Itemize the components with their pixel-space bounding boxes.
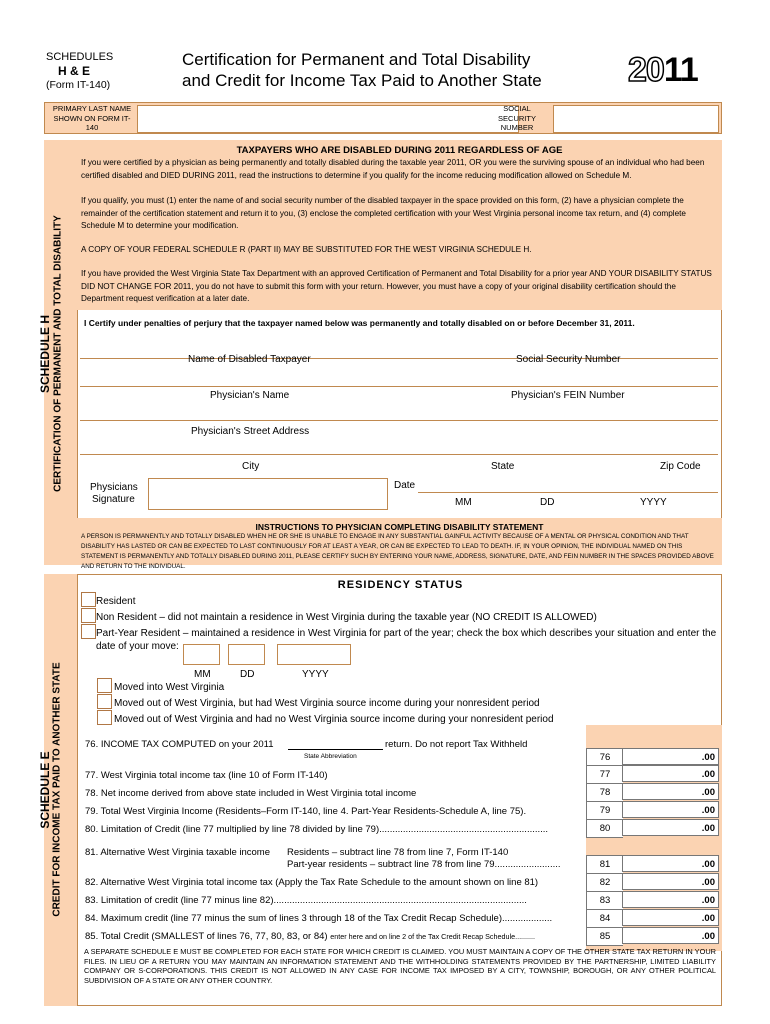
schedule-h-para-3: A COPY OF YOUR FEDERAL SCHEDULE R (PART II) MAY BE SUBSTITUTED FOR THE WEST VIRGINIA SCHEDULE H. (81, 245, 532, 254)
physician-name-input[interactable] (80, 368, 718, 387)
form-reference: (Form IT-140) (46, 79, 111, 91)
line-83-text: 83. Limitation of credit (line 77 minus line 82)................................................................................................ (85, 895, 527, 906)
line-78-amount[interactable]: .00 (622, 783, 719, 800)
move-date-mm-input[interactable] (183, 644, 220, 665)
moved-out-income-checkbox[interactable] (97, 694, 112, 709)
physician-street-label: Physician's Street Address (191, 426, 310, 437)
line-77-number: 77 (586, 765, 623, 784)
ssn-input[interactable] (553, 105, 719, 133)
schedule-h-side-subtitle: CERTIFICATION OF PERMANENT AND TOTAL DISABILITY (52, 215, 64, 492)
line-79-text: 79. Total West Virginia Income (Residents–Form IT-140, line 4. Part-Year Residents-Schedule A, line 75). (85, 806, 527, 817)
line-79-number: 79 (586, 801, 623, 820)
line-81-amount[interactable]: .00 (622, 855, 719, 872)
signature-label-1: Physicians (90, 482, 138, 493)
line-85-text-b: enter here and on line 2 of the Tax Credit Recap Schedule.......... (330, 932, 536, 941)
tax-year-solid: 11 (663, 51, 698, 89)
line-82-text: 82. Alternative West Virginia total income tax (Apply the Tax Rate Schedule to the amount shown on line 81) (85, 877, 539, 888)
resident-checkbox[interactable] (81, 592, 96, 607)
schedule-h-para-4: If you have provided the West Virginia State Tax Department with an approved Certification of Permanent and Total Disability for a prior year AND YOUR DISABILITY STATUS DID NOT CHANGE FOR 2011, you do not have to submit this form with your return. However, you must have a copy of your original disability certification should the Department request verification at a later date. (81, 269, 712, 303)
moved-out-income-label: Moved out of West Virginia, but had West Virginia source income during your nonresident period (114, 698, 540, 709)
physician-signature-input[interactable] (148, 478, 388, 510)
physician-instructions-heading: INSTRUCTIONS TO PHYSICIAN COMPLETING DISABILITY STATEMENT (255, 522, 544, 532)
physician-instructions (77, 518, 722, 570)
zip-code-label: Zip Code (660, 461, 701, 472)
line-80-number: 80 (586, 819, 623, 838)
date-input[interactable] (418, 478, 718, 493)
moved-out-no-income-checkbox[interactable] (97, 710, 112, 725)
schedule-e-side-subtitle: CREDIT FOR INCOME TAX PAID TO ANOTHER STATE (51, 662, 63, 917)
schedule-h-heading: TAXPAYERS WHO ARE DISABLED DURING 2011 REGARDLESS OF AGE (236, 145, 563, 156)
schedule-h-para-2: If you qualify, you must (1) enter the name of and social security number of the disabled taxpayer in the space provided on this form, (2) have a physician complete the remainder of the certification statement and return it to you, (3) enclose the completed certification with your West Virginia personal income tax return, and (4) complete Schedule M to determine your modification. (81, 196, 686, 230)
city-state-zip-input[interactable] (80, 440, 718, 455)
certification-area (77, 310, 722, 518)
line-85-text (85, 931, 535, 942)
signature-label-2: Signature (92, 494, 135, 505)
ssn-label: SOCIAL SECURITY NUMBER (498, 104, 536, 132)
title-line-1: Certification for Permanent and Total Disability (182, 50, 531, 69)
move-yyyy-label: YYYY (302, 669, 329, 680)
line-80-amount[interactable]: .00 (622, 819, 719, 836)
line-81-text-b: Residents – subtract line 78 from line 7, Form IT-140 (287, 847, 509, 858)
schedule-letters: H & E (58, 64, 91, 78)
resident-label: Resident (96, 596, 136, 607)
line-77-text: 77. West Virginia total income tax (line 10 of Form IT-140) (85, 770, 328, 781)
physician-name-label: Physician's Name (210, 390, 290, 401)
date-dd-label: DD (540, 497, 555, 508)
line-85-number: 85 (586, 927, 623, 946)
city-label: City (242, 461, 260, 472)
date-label: Date (394, 480, 416, 491)
line-85-text-a: 85. Total Credit (SMALLEST of lines 76, 77, 80, 83, or 84) (85, 931, 328, 942)
schedules-label: SCHEDULES (46, 51, 114, 63)
nonresident-checkbox[interactable] (81, 608, 96, 623)
line-84-number: 84 (586, 909, 623, 928)
state-label: State (491, 461, 515, 472)
tax-year (628, 51, 698, 90)
line-84-amount[interactable]: .00 (622, 909, 719, 926)
physician-fein-label: Physician's FEIN Number (511, 390, 625, 401)
move-dd-label: DD (240, 669, 255, 680)
line-81-number: 81 (586, 855, 623, 874)
title-line-2: and Credit for Income Tax Paid to Another State (182, 71, 542, 90)
schedule-e-footer: A SEPARATE SCHEDULE E MUST BE COMPLETED FOR EACH STATE FOR WHICH CREDIT IS CLAIMED. YOU MUST MAINTAIN A COPY OF THE OTHER STATE TAX RETURN IN YOUR FILES. IN LIEU OF A RETURN YOU MAY MAINTAIN AN INFORMATION STATEMENT AND THE WITHHOLDING STATEMENTS PROVIDED BY THE PARTNERSHIP, LIMITED LIABILITY COMPANY OR S-CORPORATIONS. THIS CREDIT IS NOT ALLOWED IN ANY CASE FOR INCOME TAX IMPOSED BY A CITY, TOWNSHIP, BOROUGH, OR ANY OTHER POLITICAL SUBDIVISION OF A STATE OR ANY OTHER COUNTRY. (84, 947, 716, 985)
partyear-label-1: Part-Year Resident – maintained a residence in West Virginia for part of the year; check the box which describes your situation and enter the (96, 628, 717, 639)
street-address-input[interactable] (80, 406, 718, 421)
line-84-text: 84. Maximum credit (line 77 minus the sum of lines 3 through 18 of the Tax Credit Recap Schedule)................... (85, 913, 553, 924)
line-83-number: 83 (586, 891, 623, 910)
line-80-text: 80. Limitation of Credit (line 77 multiplied by line 78 divided by line 79)................................................................ (85, 824, 549, 835)
schedule-h-para-1: If you were certified by a physician as being permanently and totally disabled during the taxable year 2011, OR you were the surviving spouse of an individual who had been certified disabled and DIED DURING 2011, read the instructions to determine if you qualify for the income reducing modification allowed on Schedule M. (81, 158, 705, 180)
line-83-amount[interactable]: .00 (622, 891, 719, 908)
moved-into-label: Moved into West Virginia (114, 682, 225, 693)
schedule-h-side-title: SCHEDULE H (38, 315, 52, 394)
last-name-label: PRIMARY LAST NAME SHOWN ON FORM IT-140 (52, 104, 132, 132)
schedule-h-instructions (77, 140, 722, 310)
date-mm-label: MM (455, 497, 472, 508)
nonresident-label: Non Resident – did not maintain a residence in West Virginia during the taxable year (NO CREDIT IS ALLOWED) (96, 612, 597, 623)
line-81-text-a: 81. Alternative West Virginia taxable income (85, 847, 270, 858)
residency-status-heading: RESIDENCY STATUS (337, 579, 464, 591)
date-yyyy-label: YYYY (640, 497, 667, 508)
move-date-yyyy-input[interactable] (277, 644, 351, 665)
line-82-number: 82 (586, 873, 623, 892)
line-77-amount[interactable]: .00 (622, 765, 719, 782)
state-abbrev-label: State Abbreviation (304, 753, 357, 760)
line-76-text-b: return. Do not report Tax Withheld (385, 739, 528, 750)
state-abbrev-input[interactable] (288, 736, 383, 750)
certify-statement: I Certify under penalties of perjury that the taxpayer named below was permanently and totally disabled on or before December 31, 2011. (84, 318, 635, 328)
name-of-disabled-taxpayer-label: Name of Disabled Taxpayer (188, 354, 311, 365)
line-76-number: 76 (586, 748, 623, 767)
partyear-label-2: date of your move: (96, 641, 179, 652)
line-76-text-a: 76. INCOME TAX COMPUTED on your 2011 (85, 739, 274, 750)
line-85-amount[interactable]: .00 (622, 927, 719, 944)
move-mm-label: MM (194, 669, 211, 680)
tax-year-outline: 20 (628, 51, 664, 89)
line-81-text-c: Part-year residents – subtract line 78 from line 79......................... (287, 859, 561, 870)
moved-into-checkbox[interactable] (97, 678, 112, 693)
id-row (44, 102, 722, 134)
disabled-taxpayer-name-input[interactable] (80, 338, 718, 359)
line-82-amount[interactable]: .00 (622, 873, 719, 890)
line-79-amount[interactable]: .00 (622, 801, 719, 818)
partyear-checkbox[interactable] (81, 624, 96, 639)
physician-instructions-text: A PERSON IS PERMANENTLY AND TOTALLY DISABLED WHEN HE OR SHE IS UNABLE TO ENGAGE IN ANY SUBSTANTIAL GAINFUL ACTIVITY BECAUSE OF A MENTAL OR PHYSICAL CONDITION AND THAT DISABILITY HAS LASTED OR CAN BE EXPECTED TO LAST CONTINUOUSLY FOR AT LEAST A YEAR, OR CAN BE EXPECTED TO LEAD TO DEATH. IF, IN YOUR OPINION, THE INDIVIDUAL NAMED ON THIS STATEMENT IS PERMANENTLY AND TOTALLY DISABLED DURING 2011, PLEASE CERTIFY SUCH BY ENTERING YOUR NAME, ADDRESS, SIGNATURE, DATE, AND FEIN NUMBER IN THE SPACES PROVIDED ABOVE AND RETURN TO THE INDIVIDUAL. (81, 533, 714, 570)
line-78-number: 78 (586, 783, 623, 802)
line-76-amount[interactable]: .00 (622, 748, 719, 765)
move-date-dd-input[interactable] (228, 644, 265, 665)
schedule-e-side-title: SCHEDULE E (38, 751, 52, 829)
line-78-text: 78. Net income derived from above state included in West Virginia total income (85, 788, 417, 799)
moved-out-no-income-label: Moved out of West Virginia and had no West Virginia source income during your nonresident period (114, 714, 554, 725)
last-name-input[interactable] (137, 105, 519, 133)
social-security-number-label: Social Security Number (516, 354, 621, 365)
